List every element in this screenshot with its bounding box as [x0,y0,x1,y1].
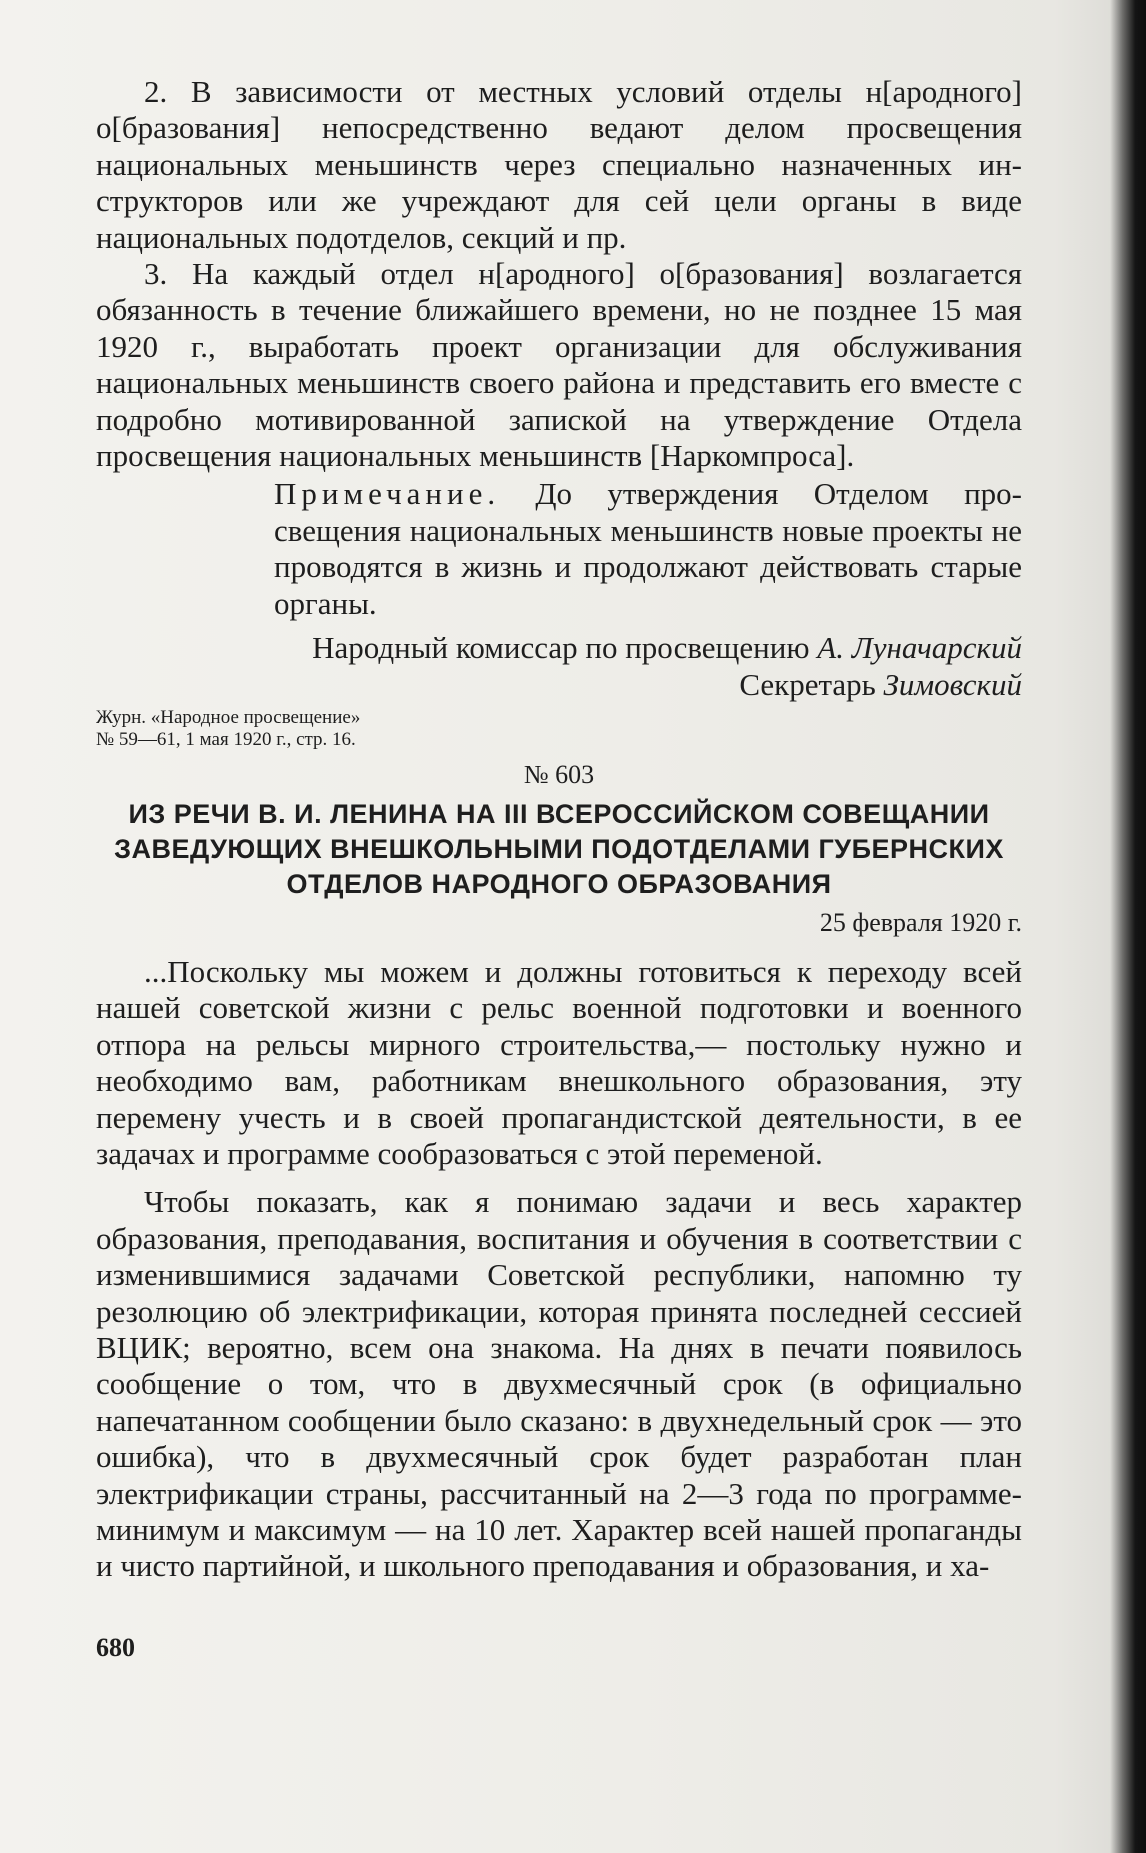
commissar-name: А. Луначарский [817,630,1022,666]
speech-paragraph-1: ...Поскольку мы можем и должны готовиться к переходу всей нашей советской жизни с рельс военной подготовки и военного отпора на рельсы мирного строительства,— постольку нужно и необходимо вам, работникам внешкольного образования, эту перемену учесть и в своей пропагандистской деятельности, в ее задачах и программе сообразоваться с этой переменой. [96,953,1022,1171]
paragraph-item-2: 2. В зависимости от местных условий отделы н[ародного] о[бразования] непосредственно ведают делом просвещения национальных меньшинств через специально назначенных инструкторов или же учреждают для сей цели органы в виде национальных подотделов, секций и пр. [96,74,1022,255]
commissar-signature [96,630,1022,666]
note-text: До утверждения Отделом просвещения национальных меньшинств новые проекты не проводятся в жизнь и продолжают действовать старые органы. [274,476,1022,621]
secretary-name: Зимовский [883,666,1022,702]
speech-paragraph-2: Чтобы показать, как я понимаю задачи и весь характер образования, преподавания, воспитания и обучения в соответствии с изменившимися задачами Советской республики, напомню ту резолюцию об электрификации, которая принята последней сессией ВЦИК; вероятно, всем она знакома. На днях в печати появилось сообщение о том, что в двухмесячный срок (в официально напечатанном сообщении было сказано: в двухнедельный срок — это ошибка), что в двухмесячный срок будет разработан план электрификации страны, рассчитанный на 2—3 года по программе-минимум и максимум — на 10 лет. Характер всей нашей пропаганды и чисто партийной, и школьного преподавания и образования, и ха- [96,1184,1022,1584]
binding-shadow [1110,0,1146,1853]
commissar-title: Народный комиссар по просвещению [312,630,818,666]
source-line-2: № 59—61, 1 мая 1920 г., стр. 16. [96,728,356,750]
page-number: 680 [96,1633,135,1662]
note-paragraph [96,476,1022,622]
page-text-block [96,74,1022,1585]
document-number: № 603 [523,759,595,789]
secretary-signature [96,667,1022,703]
note-label: Примечание. [274,476,501,512]
secretary-title: Секретарь [739,666,884,702]
paragraph-item-3: 3. На каждый отдел н[ародного] о[бразования] возлагается обязанность в течение ближайшего времени, но не позднее 15 мая 1920 г., выработать проект организации для обслуживания национальных меньшинств своего района и представить его вместе с подробно мотивированной запиской на утверждение Отдела просвещения национальных меньшинств [Наркомпроса]. [96,256,1022,474]
document-date: 25 февраля 1920 г. [819,907,1022,937]
source-reference [96,707,616,751]
source-line-1: Журн. «Народное просвещение» [96,706,361,728]
document-title: ИЗ РЕЧИ В. И. ЛЕНИНА НА III ВСЕРОССИЙСКОМ СОВЕЩАНИИ ЗАВЕДУЮЩИХ ВНЕШКОЛЬНЫМИ ПОДОТДЕЛАМИ ГУБЕРНСКИХ ОТДЕЛОВ НАРОДНОГО ОБРАЗОВАНИЯ [114,798,1004,899]
